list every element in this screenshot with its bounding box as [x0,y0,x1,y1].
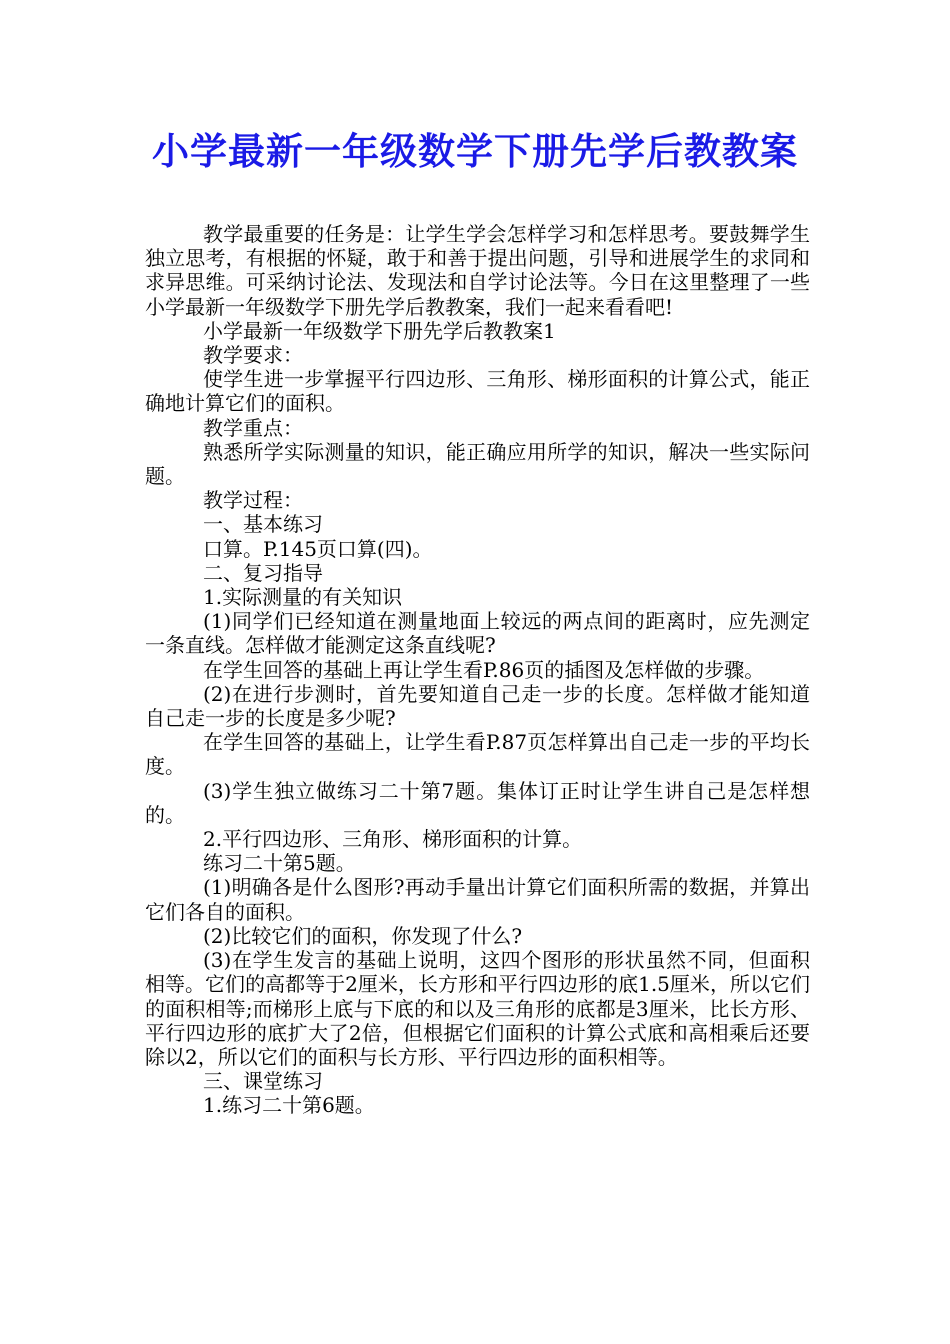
document-body [145,222,810,1118]
section-heading: 小学最新一年级数学下册先学后教教案1 [203,318,556,343]
review-guidance-heading: 二、复习指导 [203,560,323,585]
teaching-focus-text: 熟悉所学实际测量的知识，能正确应用所学的知识，解决一些实际问题。 [145,439,810,489]
paragraph: (2)在进行步测时，首先要知道自己走一步的长度。怎样做才能知道自己走一步的长度是多少呢? [145,681,810,731]
paragraph: 1.实际测量的有关知识 [203,585,403,610]
document-title: 小学最新一年级数学下册先学后教教案 [152,129,798,173]
paragraph: 在学生回答的基础上再让学生看P.86页的插图及怎样做的步骤。 [203,657,765,682]
paragraph: (1)明确各是什么图形?再动手量出计算它们面积所需的数据，并算出它们各自的面积。 [145,875,810,924]
basic-practice-heading: 一、基本练习 [203,512,323,537]
paragraph: 练习二十第5题。 [203,851,356,876]
paragraph: 口算。P.145页口算(四)。 [203,536,433,561]
paragraph: (3)学生独立做练习二十第7题。集体订正时让学生讲自己是怎样想的。 [145,778,810,827]
paragraph: (1)同学们已经知道在测量地面上较远的两点间的距离时，应先测定一条直线。怎样做才能测定这条直线呢? [145,609,810,658]
class-practice-heading: 三、课堂练习 [203,1069,323,1094]
paragraph: 在学生回答的基础上，让学生看P.87页怎样算出自己走一步的平均长度。 [145,730,810,779]
teaching-process-label: 教学过程： [203,488,303,513]
paragraph: (2)比较它们的面积，你发现了什么? [203,923,523,948]
teaching-focus-label: 教学重点： [203,415,303,440]
teaching-requirements-text: 使学生进一步掌握平行四边形、三角形、梯形面积的计算公式，能正确地计算它们的面积。 [145,367,810,416]
paragraph: (3)在学生发言的基础上说明，这四个图形的形状虽然不同，但面积相等。它们的高都等于2厘米，长方形和平行四边形的底1.5厘米，所以它们的面积相等;而梯形上底与下底的和以及三角形的底都是3厘米，比长方形、平行四边形的底扩大了2倍，但根据它们面积的计算公式底和高相乘后还要除以2，所以它们的面积与长方形、平行四边形的面积相等。 [145,948,810,1069]
paragraph: 2.平行四边形、三角形、梯形面积的计算。 [203,827,583,852]
paragraph: 1.练习二十第6题。 [203,1093,375,1118]
intro-paragraph: 教学最重要的任务是：让学生学会怎样学习和怎样思考。要鼓舞学生独立思考，有根据的怀疑，敢于和善于提出问题，引导和进展学生的求同和求异思维。可采纳讨论法、发现法和自学讨论法等。今日在这里整理了一些小学最新一年级数学下册先学后教教案，我们一起来看看吧! [145,222,810,319]
teaching-requirements-label: 教学要求： [203,343,303,368]
